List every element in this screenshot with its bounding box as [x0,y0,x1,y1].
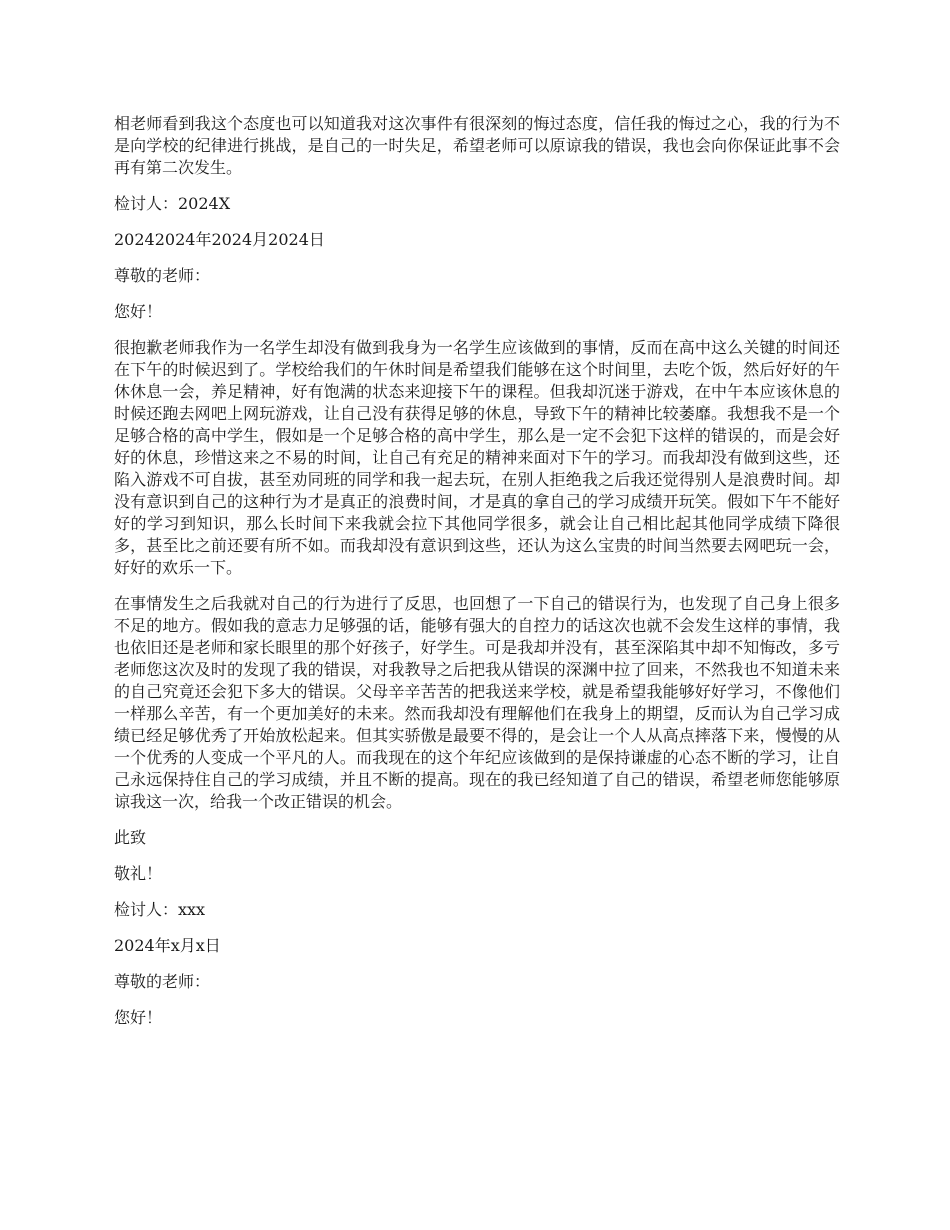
body-paragraph: 在事情发生之后我就对自己的行为进行了反思，也回想了一下自己的错误行为，也发现了自己身上很多不足的地方。假如我的意志力足够强的话，能够有强大的自控力的话这次也就不会发生这样的事情，我也依旧还是老师和家长眼里的那个好孩子，好学生。可是我却并没有，甚至深陷其中却不知悔改，多亏老师您这次及时的发现了我的错误，对我教导之后把我从错误的深渊中拉了回来，不然我也不知道未来的自己究竟还会犯下多大的错误。父母辛辛苦苦的把我送来学校，就是希望我能够好好学习，不像他们一样那么辛苦，有一个更加美好的未来。然而我却没有理解他们在我身上的期望，反而认为自己学习成绩已经足够优秀了开始放松起来。但其实骄傲是最要不得的，是会让一个人从高点摔落下来，慢慢的从一个优秀的人变成一个平凡的人。而我现在的这个年纪应该做到的是保持谦虚的心态不断的学习，让自己永远保持住自己的学习成绩，并且不断的提高。现在的我已经知道了自己的错误，希望老师您能够原谅我这一次，给我一个改正错误的机会。 [114,594,840,811]
salutation: 尊敬的老师： [114,266,211,285]
closing-salute: 敬礼！ [114,864,163,883]
signature-line: 检讨人：2024X [114,194,231,213]
document-body [114,113,840,1043]
body-paragraph: 很抱歉老师我作为一名学生却没有做到我身为一名学生应该做到的事情，反而在高中这么关键的时间还在下午的时候迟到了。学校给我们的午休时间是希望我们能够在这个时间里，去吃个饭，然后好好的午休休息一会，养足精神，好有饱满的状态来迎接下午的课程。但我却沉迷于游戏，在中午本应该休息的时候还跑去网吧上网玩游戏，让自己没有获得足够的休息，导致下午的精神比较萎靡。我想我不是一个足够合格的高中学生，假如是一个足够合格的高中学生，那么是一定不会犯下这样的错误的，而是会好好的休息，珍惜这来之不易的时间，让自己有充足的精神来面对下午的学习。而我却没有做到这些，还陷入游戏不可自拔，甚至劝同班的同学和我一起去玩，在别人拒绝我之后我还觉得别人是浪费时间。却没有意识到自己的这种行为才是真正的浪费时间，才是真的拿自己的学习成绩开玩笑。假如下午不能好好的学习到知识，那么长时间下来我就会拉下其他同学很多，就会让自己相比起其他同学成绩下降很多，甚至比之前还要有所不如。而我却没有意识到这些，还认为这么宝贵的时间当然要去网吧玩一会，好好的欢乐一下。 [114,338,840,577]
salutation: 尊敬的老师： [114,972,211,991]
paragraph-closing-of-previous-letter: 相老师看到我这个态度也可以知道我对这次事件有很深刻的悔过态度，信任我的悔过之心，我的行为不是向学校的纪律进行挑战，是自己的一时失足，希望老师可以原谅我的错误，我也会向你保证此事不会再有第二次发生。 [114,114,840,177]
signature-line: 检讨人：xxx [114,900,206,919]
date-line: 2024年x月x日 [114,936,221,955]
greeting: 您好！ [114,302,163,321]
closing-phrase: 此致 [114,828,147,847]
greeting: 您好！ [114,1008,163,1027]
date-line: 20242024年2024月2024日 [114,230,325,249]
